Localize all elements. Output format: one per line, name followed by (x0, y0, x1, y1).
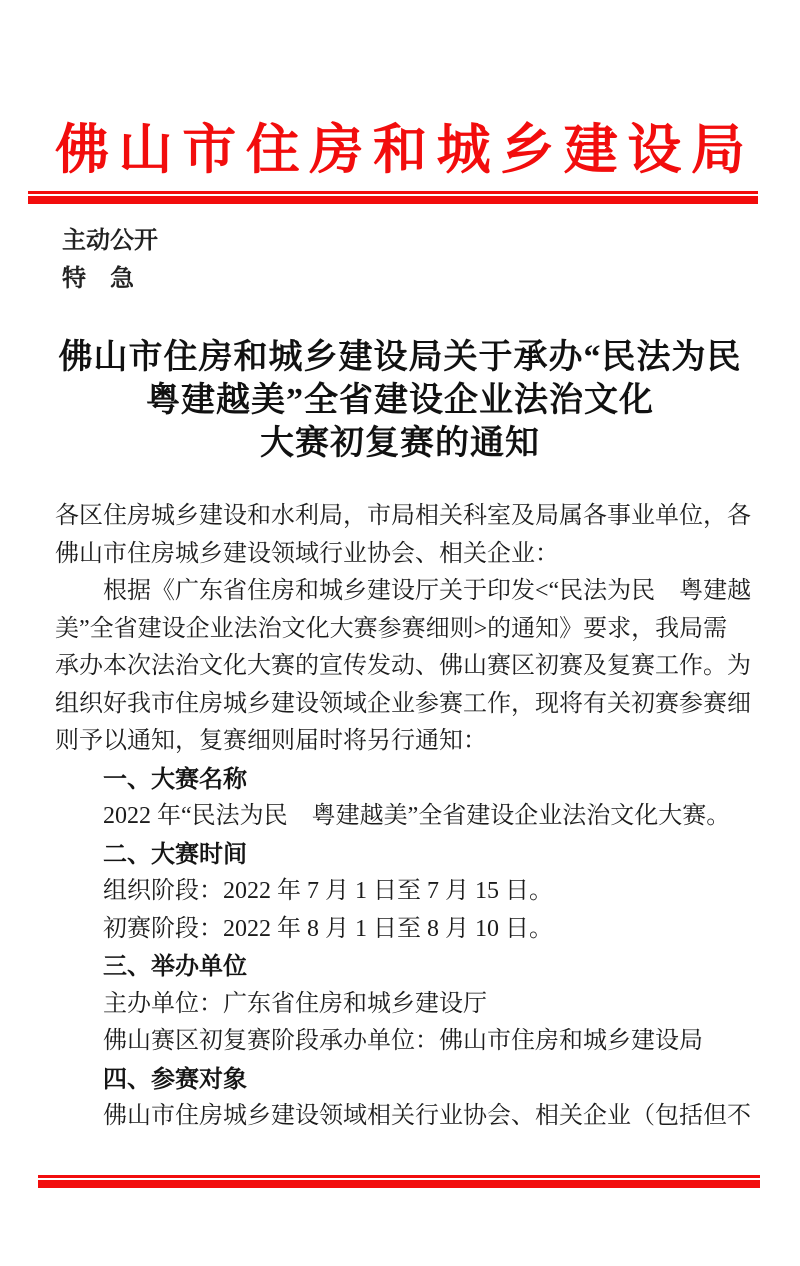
body-line: 承办本次法治文化大赛的宣传发动、佛山赛区初赛及复赛工作。为 (55, 653, 751, 679)
document-body (55, 498, 760, 1136)
document-title-line: 粤建越美”全省建设企业法治文化 (146, 382, 654, 419)
body-line: 组织阶段：2022 年 7 月 1 日至 7 月 15 日。 (103, 878, 553, 904)
footer-rule-thin (38, 1175, 760, 1178)
document-title-line: 佛山市住房和城乡建设局关于承办“民法为民 (58, 339, 742, 376)
body-line: 佛山市住房城乡建设领域行业协会、相关企业： (55, 540, 559, 567)
body-line: 美”全省建设企业法治文化大赛参赛细则>的通知》要求，我局需 (55, 615, 728, 642)
body-line: 初赛阶段：2022 年 8 月 1 日至 8 月 10 日。 (103, 915, 553, 942)
footer-rule-thick (38, 1180, 760, 1188)
header-rule-thin (28, 191, 758, 194)
section-heading: 一、大赛名称 (103, 765, 247, 793)
disclosure-label: 主动公开 (62, 227, 158, 254)
document-title (55, 336, 745, 465)
agency-name: 佛山市住房和城乡建设局 (55, 120, 745, 180)
header-rule-thick (28, 196, 758, 204)
body-line: 则予以通知，复赛细则届时将另行通知： (55, 728, 487, 754)
body-line: 组织好我市住房城乡建设领域企业参赛工作，现将有关初赛参赛细 (55, 690, 751, 717)
section-heading: 四、参赛对象 (103, 1065, 247, 1093)
section-heading: 二、大赛时间 (103, 840, 247, 868)
urgency-label: 特 急 (62, 265, 134, 292)
body-line: 2022 年“民法为民 粤建越美”全省建设企业法治文化大赛。 (103, 803, 731, 829)
body-line: 佛山赛区初复赛阶段承办单位：佛山市住房和城乡建设局 (103, 1028, 703, 1054)
body-line: 各区住房城乡建设和水利局，市局相关科室及局属各事业单位，各 (55, 503, 751, 529)
body-line: 主办单位：广东省住房和城乡建设厅 (103, 990, 487, 1017)
body-line: 佛山市住房城乡建设领域相关行业协会、相关企业（包括但不 (103, 1103, 751, 1129)
body-line: 根据《广东省住房和城乡建设厅关于印发<“民法为民 粤建越 (103, 578, 752, 604)
section-heading: 三、举办单位 (103, 953, 247, 980)
document-title-line: 大赛初复赛的通知 (260, 425, 540, 462)
